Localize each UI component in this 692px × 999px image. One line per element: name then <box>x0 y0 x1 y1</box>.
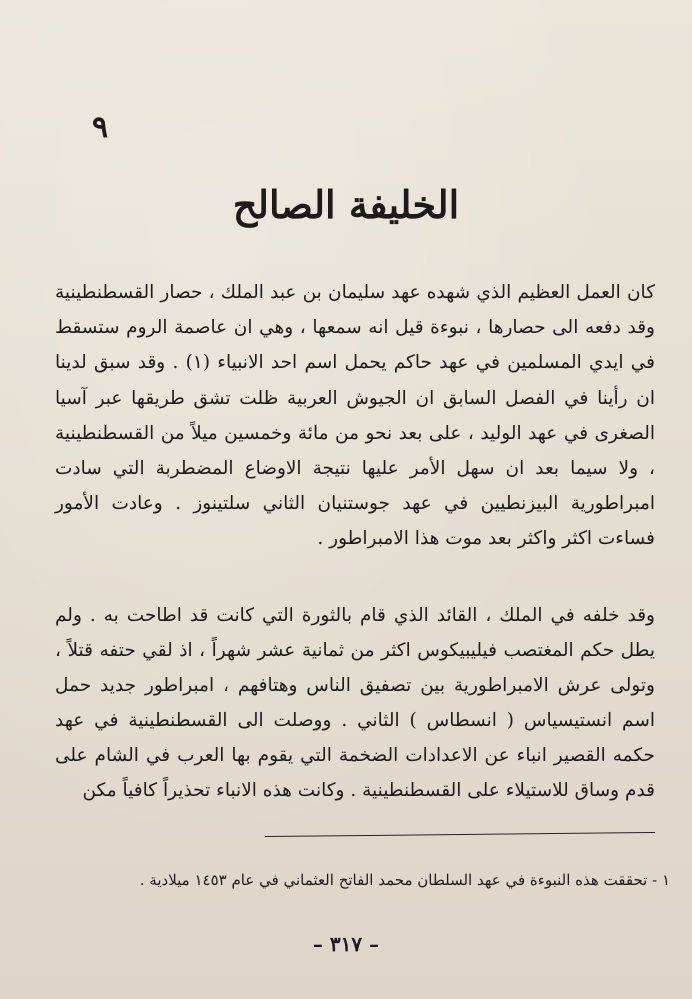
footnote-divider <box>265 832 655 837</box>
chapter-number: ٩ <box>92 110 109 145</box>
body-paragraph-1 <box>55 275 655 557</box>
chapter-title: الخليفة الصالح <box>232 182 460 227</box>
paragraph-text: كان العمل العظيم الذي شهده عهد سليمان بن عبد الملك ، حصار القسطنطينية وقد دفعه الى حصارها ، نبوءة قيل انه سمعها ، وهي ان عاصمة الروم ستسقط في ايدي المسلمين في عهد حاكم يحمل اسم احد الانبياء (١) . وقد سبق لدينا ان رأينا في الفصل السابق ان الجيوش العربية ظلت تشق طريقها عبر آسيا الصغرى في عهد الوليد ، على بعد نحو من مائة وخمسين ميلاً من القسطنطينية ، ولا سيما بعد ان سهل الأمر عليها نتيجة الاوضاع المضطربة التي سادت امبراطورية البيزنطيين في عهد جوستنيان الثاني سلتينوز . وعادت الأمور فساءت اكثر واكثر بعد موت هذا الامبراطور . <box>55 282 655 550</box>
footnote: ١ - تحققت هذه النبوءة في عهد السلطان محمد الفاتح العثماني في عام ١٤٥٣ ميلادية . <box>139 871 670 889</box>
paragraph-text: وقد خلفه في الملك ، القائد الذي قام بالثورة التي كانت قد اطاحت به . ولم يطل حكم المغتصب فيليبيكوس اكثر من ثمانية عشر شهراً ، اذ لقي حتفه قتلاً ، وتولى عرش الامبراطورية بين تصفيق الناس وهتافهم ، امبراطور جديد حمل اسم انستيسياس ( انسطاس ) الثاني . ووصلت الى القسطنطينية في عهد حكمه القصير انباء عن الاعدادات الضخمة التي يقوم بها العرب في الشام على قدم وساق للاستيلاء على القسطنطينية . وكانت هذه الانباء تحذيراً كافياً مكن <box>55 605 655 801</box>
body-paragraph-2 <box>55 598 655 808</box>
page-number: – ٣١٧ – <box>312 932 380 956</box>
